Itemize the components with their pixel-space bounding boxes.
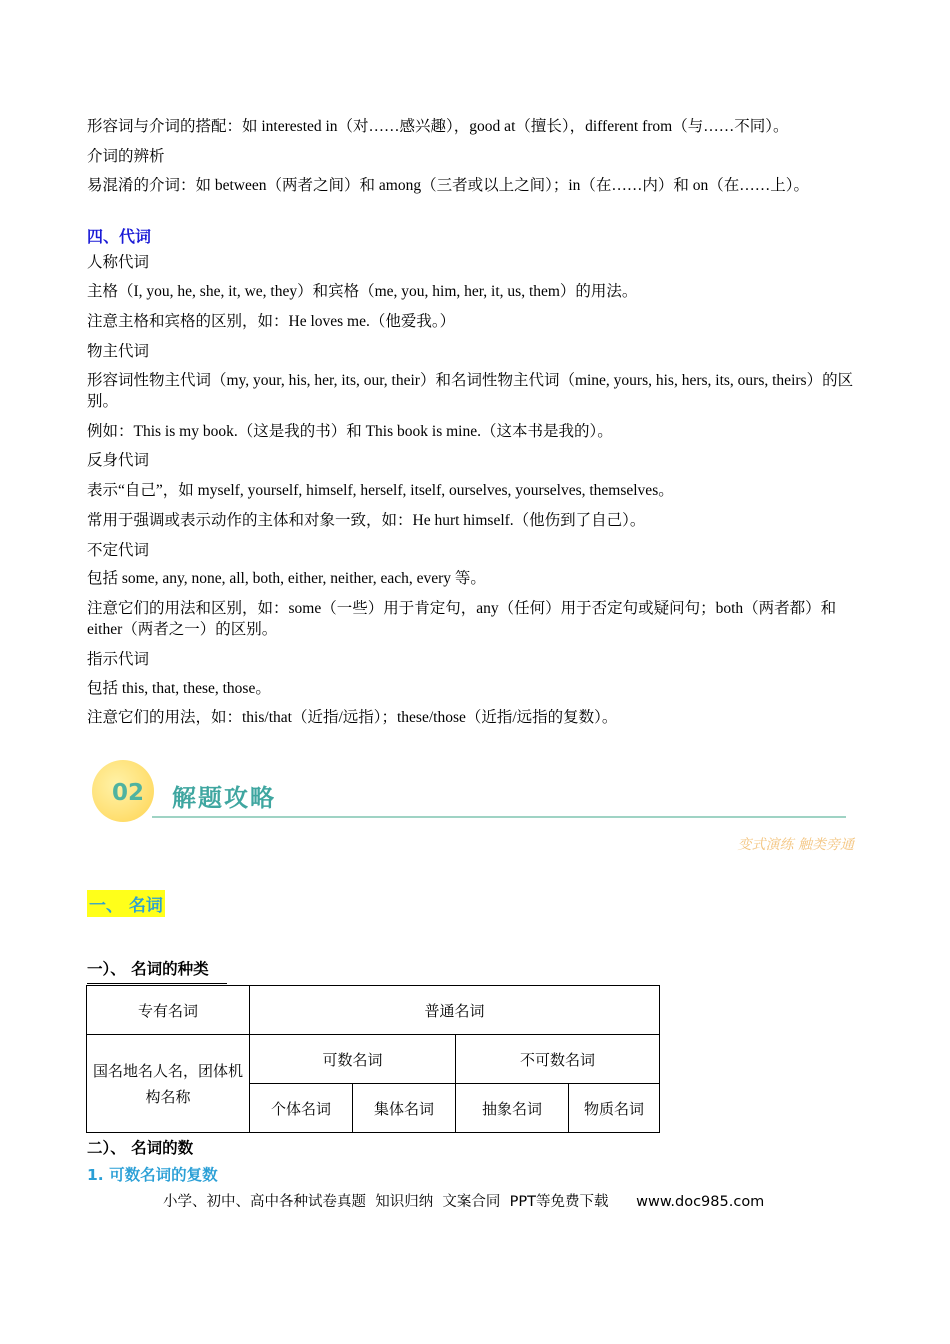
paragraph: 注意主格和宾格的区别，如：He loves me.（他爱我。） [87, 313, 456, 330]
table-cell: 国名地名人名，团体机构名称 [87, 1035, 250, 1133]
paragraph-heading: 人称代词 [87, 254, 150, 271]
paragraph: 形容词性物主代词（my, your, his, her, its, our, their）和名词性物主代词（mine, yours, his, hers, its, ours, theirs）的区别。 [87, 372, 854, 410]
table-cell: 集体名词 [353, 1084, 456, 1133]
paragraph: 易混淆的介词：如 between（两者之间）和 among（三者或以上之间）；in（在……内）和 on（在……上）。 [87, 177, 810, 194]
paragraph: 注意它们的用法，如：this/that（近指/远指）；these/those（近指/远指的复数）。 [87, 709, 618, 726]
sub-heading-noun-number: 二）、 名词的数 [87, 1139, 194, 1157]
paragraph-heading: 不定代词 [87, 542, 150, 559]
paragraph: 注意它们的用法和区别，如：some（一些）用于肯定句，any（任何）用于否定句或疑问句；both（两者都）和 either（两者之一）的区别。 [87, 600, 837, 638]
sub-heading-underline [87, 983, 227, 984]
paragraph: 形容词与介词的搭配：如 interested in（对……感兴趣），good at（擅长），different from（与……不同）。 [87, 118, 789, 135]
section-heading-nouns: 一、 名词 [87, 890, 165, 917]
sub-heading-noun-types: 一）、 名词的种类 [87, 960, 209, 978]
paragraph-heading: 反身代词 [87, 452, 150, 469]
paragraph-heading: 指示代词 [87, 651, 150, 668]
banner-number: 02 [112, 780, 145, 806]
page-footer: 小学、初中、高中各种试卷真题 知识归纳 文案合同 PPT等免费下载 www.doc985.com [163, 1194, 765, 1210]
paragraph: 表示“自己”，如 myself, yourself, himself, herself, itself, ourselves, yourselves, themselves。 [87, 482, 674, 499]
section-banner [92, 758, 862, 858]
paragraph: 常用于强调或表示动作的主体和对象一致，如：He hurt himself.（他伤到了自己）。 [87, 512, 646, 529]
banner-subtitle: 变式演练 触类旁通 [737, 837, 854, 853]
banner-title: 解题攻略 [172, 784, 276, 812]
table-cell: 不可数名词 [456, 1035, 660, 1084]
paragraph: 包括 some, any, none, all, both, either, neither, each, every 等。 [87, 570, 486, 587]
section-heading-pronouns: 四、代词 [87, 227, 152, 246]
table-cell: 专有名词 [87, 986, 250, 1035]
table-cell: 抽象名词 [456, 1084, 569, 1133]
paragraph-heading: 介词的辨析 [87, 148, 165, 165]
point-heading: 1. 可数名词的复数 [87, 1166, 218, 1184]
noun-types-table [86, 985, 660, 1133]
table-cell: 物质名词 [569, 1084, 660, 1133]
paragraph: 主格（I, you, he, she, it, we, they）和宾格（me, you, him, her, it, us, them）的用法。 [87, 283, 638, 300]
table-cell: 个体名词 [250, 1084, 353, 1133]
paragraph: 包括 this, that, these, those。 [87, 680, 271, 697]
paragraph-heading: 物主代词 [87, 343, 150, 360]
table-cell: 普通名词 [250, 986, 660, 1035]
banner-divider [152, 816, 846, 818]
paragraph: 例如：This is my book.（这是我的书）和 This book is mine.（这本书是我的）。 [87, 423, 613, 440]
table-cell: 可数名词 [250, 1035, 456, 1084]
